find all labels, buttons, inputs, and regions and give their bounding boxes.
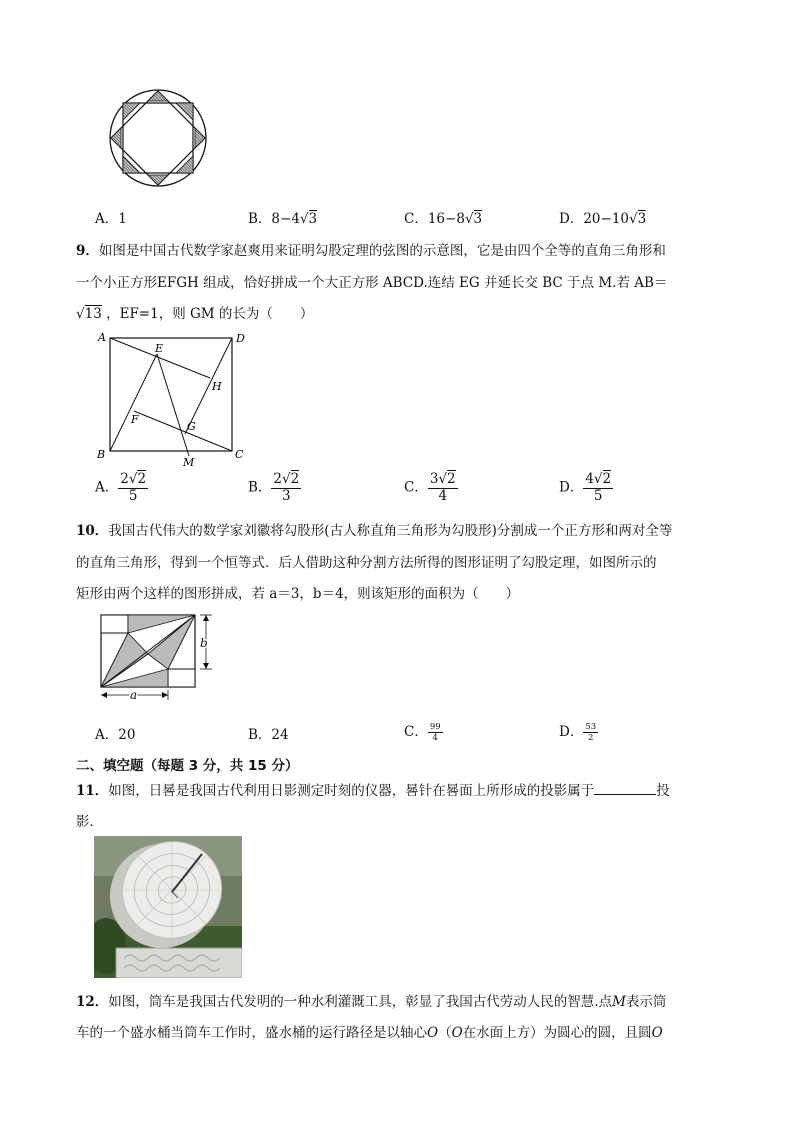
label-f: F [131,413,139,426]
q10-option-a[interactable]: A．20 [95,727,136,743]
q9-line3: √13 ，EF=1，则 GM 的长为（ ） [76,306,314,322]
q8-option-c[interactable]: C．16−8√3 [404,211,483,227]
label-b: b [200,636,208,650]
label-g: G [187,420,196,433]
q10-figure [96,610,224,702]
label-d: D [236,332,245,345]
line-cf [134,411,232,451]
q8-figure [96,88,222,188]
q10-line2: 的直角三角形，得到一个恒等式．后人借助这种分割方法所得的图形证明了勾股定理，如图所示的 [76,555,657,571]
square-abcd [110,338,232,451]
q9-option-b[interactable]: B． $\frac{2√2}{3}$ [248,471,300,504]
label-a: a [130,688,138,702]
q12-line1: 12．如图，筒车是我国古代发明的一种水利灌溉工具，彰显了我国古代劳动人民的智慧.点M表示筒 [76,994,667,1010]
q11-line1: 11．如图，日晷是我国古代利用日影测定时刻的仪器，晷针在晷面上所形成的投影属于 投 [76,783,670,799]
q8-option-a[interactable]: A．1 [95,211,127,227]
q10-option-b[interactable]: B．24 [248,727,289,743]
line-be [110,354,157,451]
shaded-tri-left [111,128,121,148]
q11-answer-blank[interactable] [594,782,656,795]
section-2-title: 二、填空题（每题 3 分，共 15 分） [76,758,299,774]
square-br [168,669,195,687]
label-c: C [235,448,244,461]
label-m: M [183,456,195,468]
square-inner [123,103,193,173]
pedestal [116,948,242,978]
q8-option-d[interactable]: D．20−10√3 [559,211,647,227]
q9-figure [94,328,254,468]
q9-option-c[interactable]: C． $\frac{3√2}{4}$ [404,471,456,504]
q10-option-c[interactable]: C． $\frac{99}{4}$ [404,721,441,743]
label-e: E [155,342,164,355]
q8-option-b[interactable]: B．8−4√3 [248,211,318,227]
q9-line2: 一个小正方形EFGH 组成，恰好拼成一个大正方形 ABCD.连结 EG 并延长交 BC 于点 M.若 AB＝ [76,275,668,291]
label-b: B [97,448,106,461]
q10-option-d[interactable]: D． $\frac{53}{2}$ [559,721,597,743]
q11-line2: 影． [76,814,103,830]
square-tl [101,615,128,633]
shaded-tri-bottom [148,175,168,185]
q9-option-d[interactable]: D． $\frac{4√2}{5}$ [559,471,612,504]
q9-line1: 9．如图是中国古代数学家赵爽用来证明勾股定理的弦图的示意图，它是由四个全等的直角三角形和 [76,243,666,259]
line-em [157,354,189,456]
q10-line1: 10．我国古代伟大的数学家刘徽将勾股形(古人称直角三角形为勾股形)分割成一个正方形和两对全等 [76,523,673,539]
label-h: H [212,380,222,393]
shaded-tri-right [195,128,205,148]
label-a: A [98,331,106,344]
q9-option-a[interactable]: A． $\frac{2√2}{5}$ [95,471,147,504]
sundial-photo [94,836,242,978]
q12-line2: 车的一个盛水桶当筒车工作时，盛水桶的运行路径是以轴心O（O在水面上方）为圆心的圆，且圆O [76,1025,663,1041]
q10-line3: 矩形由两个这样的图形拼成，若 a＝3，b＝4，则该矩形的面积为（ ） [76,586,520,602]
shaded-tri-top [148,91,168,101]
